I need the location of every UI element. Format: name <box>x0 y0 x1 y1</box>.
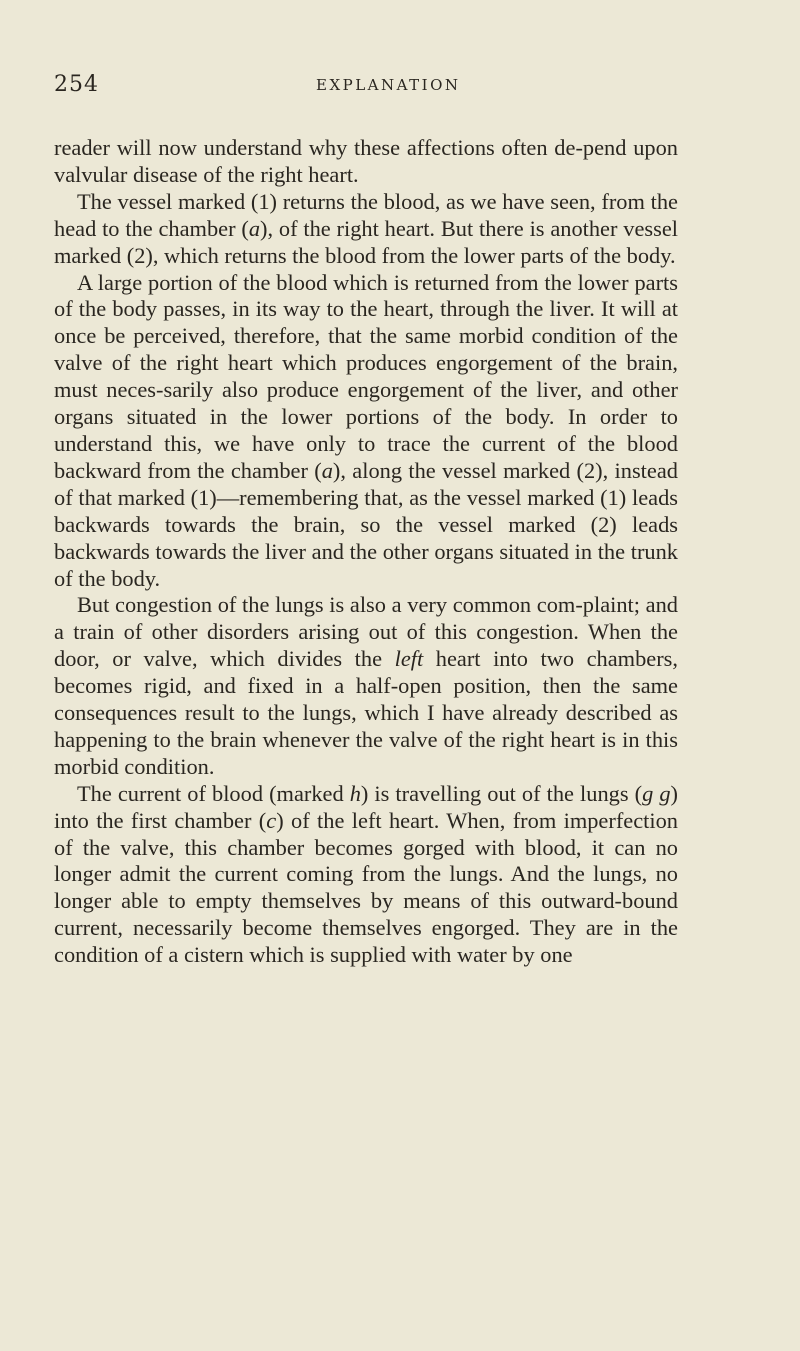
text-run: reader will now understand why these affections often de-pend upon valvular disease of the right heart. <box>54 135 678 187</box>
text-run: ), along the vessel marked (2), instead of that marked (1)—remembering that, as the vessel marked (1) leads backwards towards the brain, so the vessel marked (2) leads backwards towards the liver and the other organs situated in the trunk of the body. <box>54 457 678 591</box>
paragraph <box>54 270 678 593</box>
text-run: A large portion of the blood which is returned from the lower parts of the body passes, in its way to the heart, through the liver. It will at once be perceived, therefore, that the same morbid condition of the valve of the right heart which produces engorgement of the brain, must neces-sarily also produce engorgement of the liver, and other organs situated in the lower portions of the body. In order to understand this, we have only to trace the current of the blood backward from the chamber ( <box>54 269 678 483</box>
italic-text: h <box>349 780 361 806</box>
italic-text: g g <box>642 780 671 806</box>
text-run: ) is travelling out of the lungs ( <box>360 780 643 806</box>
running-title: EXPLANATION <box>316 76 461 94</box>
paragraph <box>54 189 678 270</box>
paragraph <box>54 592 678 780</box>
italic-text: a <box>248 215 261 241</box>
text-run: ), of the right heart. But there is another vessel marked (2), which returns the blood from the lower parts of the body. <box>54 215 678 268</box>
italic-text: a <box>321 457 333 483</box>
text-run: But congestion of the lungs is also a very common com-plaint; and a train of other disorders arising out of this congestion. When the door, or valve, which divides the <box>54 592 678 672</box>
text-run: The vessel marked (1) returns the blood, as we have seen, from the head to the chamber ( <box>54 188 678 241</box>
paragraph <box>54 135 678 189</box>
text-run: ) into the first chamber ( <box>54 780 678 833</box>
page-header <box>54 72 674 102</box>
italic-text: c <box>266 807 277 833</box>
page-number: 254 <box>54 72 99 97</box>
paragraph <box>54 781 678 969</box>
italic-text: left <box>394 646 424 672</box>
text-run: heart into two chambers, becomes rigid, and fixed in a half-open position, then the same consequences result to the lungs, which I have already described as happening to the brain whenever the valve of the right heart is in this morbid condition. <box>54 646 678 779</box>
text-run: ) of the left heart. When, from imperfection of the valve, this chamber becomes gorged with blood, it can no longer admit the current coming from the lungs. And the lungs, no longer able to empty themselves by means of this outward-bound current, necessarily become themselves engorged. They are in the condition of a cistern which is supplied with water by one <box>54 807 678 968</box>
body-text <box>54 135 678 969</box>
text-run: The current of blood (marked <box>77 780 350 806</box>
